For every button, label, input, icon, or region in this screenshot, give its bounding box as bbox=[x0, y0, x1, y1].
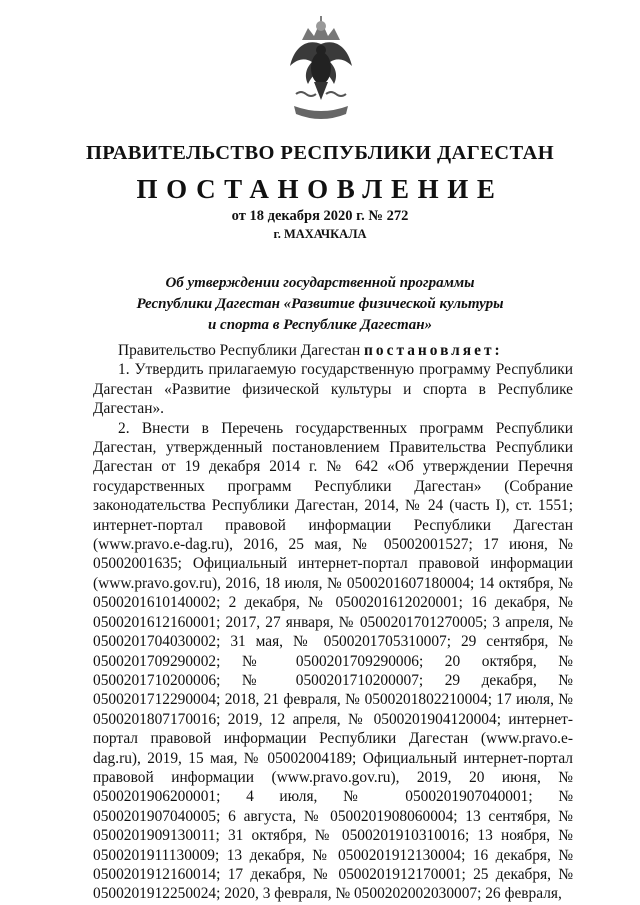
government-name: ПРАВИТЕЛЬСТВО РЕСПУБЛИКИ ДАГЕСТАН bbox=[85, 142, 555, 164]
title-line: Республики Дагестан «Развитие физической культуры bbox=[136, 296, 504, 312]
document-city: г. МАХАЧКАЛА bbox=[273, 227, 367, 241]
preamble-paragraph bbox=[93, 341, 573, 360]
item-1-paragraph: 1. Утвердить прилагаемую государственную программу Республики Дагестан «Развитие физической культуры и спорта в Республике Дагестан». bbox=[93, 361, 573, 418]
title-line: и спорта в Республике Дагестан» bbox=[207, 317, 433, 333]
document-body bbox=[93, 341, 573, 904]
decree-word: постановляет: bbox=[364, 342, 503, 359]
preamble-text: Правительство Республики Дагестан bbox=[118, 342, 361, 359]
document-title bbox=[0, 273, 640, 336]
item-2-paragraph: 2. Внести в Перечень государственных программ Республики Дагестан, утвержденный постановлением Правительства Республики Дагестан от 19 декабря 2014 г. № 642 «Об утверждении Перечня государственных программ Республики Дагестан» (Собрание законодательства Республики Дагестан, 2014, № 24 (часть I), ст. 1551; интернет-портал правовой информации Республики Дагестан (www.pravo.e-dag.ru), 2016, 25 мая, № 05002001527; 17 июня, № 05002001635; Официальный интернет-портал правовой информации (www.pravo.gov.ru), 2016, 18 июля, № 0500201607180004; 14 октября, № 0500201610140002; 2 декабря, № 0500201612020001; 16 декабря, № 0500201612160001; 2017, 27 января, № 0500201701270005; 3 апреля, № 0500201704030002; 31 мая, № 0500201705310007; 29 сентября, № 0500201709290002; № 0500201709290006; 20 октября, № 0500201710200006; № 0500201710200007; 29 декабря, № 0500201712290004; 2018, 21 февраля, № 0500201802210004; 17 июля, № 0500201807170016; 2019, 12 апреля, № 0500201904120004; интернет-портал правовой информации Республики Дагестан (www.pravo.e-dag.ru), 2019, 15 мая, № 05002004189; Официальный интернет-портал правовой информации (www.pravo.gov.ru), 2019, 20 июня, № 0500201906200001; 4 июля, № 0500201907040001; № 0500201907040005; 6 августа, № 0500201908060004; 13 сентября, № 0500201909130011; 31 октября, № 0500201910310016; 13 ноября, № 0500201911130009; 13 декабря, № 0500201912130004; 16 декабря, № 0500201912160014; 17 декабря, № 0500201912170001; 25 декабря, № 0500201912250024; 2020, 3 февраля, № 0500202002030007; 26 февраля, bbox=[93, 419, 573, 903]
title-line: Об утверждении государственной программы bbox=[165, 275, 475, 291]
dagestan-coat-of-arms-icon bbox=[284, 14, 358, 128]
document-date-number: от 18 декабря 2020 г. № 272 bbox=[231, 208, 409, 224]
document-type: ПОСТАНОВЛЕНИЕ bbox=[136, 174, 504, 204]
